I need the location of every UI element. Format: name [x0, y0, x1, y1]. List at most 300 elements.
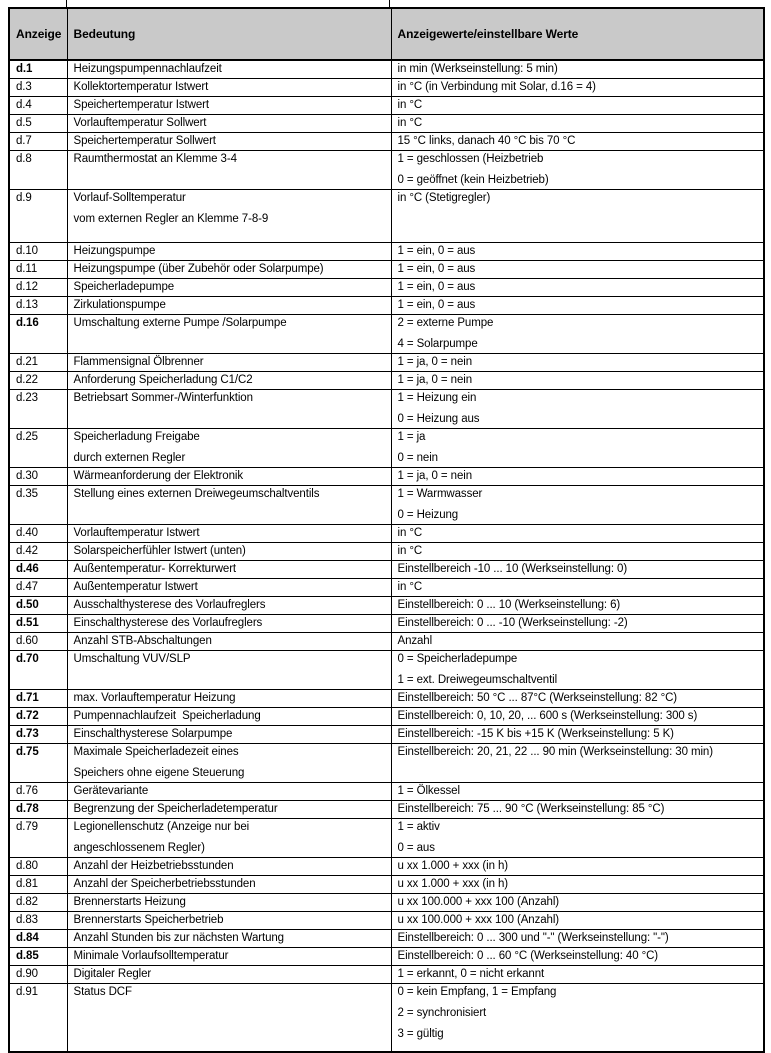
bedeutung-cell — [67, 279, 391, 297]
bedeutung-text: Anzahl STB-Abschaltungen — [73, 635, 212, 647]
werte-cell — [391, 468, 764, 486]
werte-cell — [391, 315, 764, 354]
bedeutung-cell — [67, 966, 391, 984]
table-row — [9, 486, 764, 525]
werte-text: 1 = ja, 0 = nein — [397, 374, 472, 386]
werte-cell — [391, 984, 764, 1053]
werte-cell — [391, 133, 764, 151]
werte-cell — [391, 894, 764, 912]
werte-cell — [391, 708, 764, 726]
bedeutung-text: Außentemperatur- Korrekturwert — [73, 563, 237, 575]
werte-cell — [391, 912, 764, 930]
bedeutung-text: Digitaler Regler — [73, 968, 152, 980]
werte-cell — [391, 151, 764, 190]
code-text: d.75 — [16, 746, 39, 758]
bedeutung-cell — [67, 579, 391, 597]
bedeutung-text: Ausschalthysterese des Vorlaufreglers — [73, 599, 266, 611]
bedeutung-text: Umschaltung VUV/SLP — [73, 653, 191, 665]
code-text: d.3 — [16, 81, 32, 93]
code-text: d.12 — [16, 281, 38, 293]
table-row — [9, 133, 764, 151]
bedeutung-cell — [67, 690, 391, 708]
bedeutung-text: Zirkulationspumpe — [73, 299, 166, 311]
werte-cell — [391, 115, 764, 133]
table-row — [9, 744, 764, 783]
table-row — [9, 297, 764, 315]
werte-text: Einstellbereich: 0 ... 10 (Werkseinstellung: 6) — [397, 599, 621, 611]
table-row — [9, 726, 764, 744]
bedeutung-cell — [67, 429, 391, 468]
code-cell — [9, 79, 67, 97]
bedeutung-text: Außentemperatur Istwert — [73, 581, 198, 593]
code-text: d.35 — [16, 488, 38, 500]
bedeutung-cell — [67, 486, 391, 525]
werte-cell — [391, 858, 764, 876]
code-text: d.82 — [16, 896, 38, 908]
werte-cell — [391, 97, 764, 115]
werte-text: 1 = ja, 0 = nein — [397, 356, 472, 368]
werte-text: 15 °C links, danach 40 °C bis 70 °C — [397, 135, 576, 147]
code-cell — [9, 633, 67, 651]
code-text: d.70 — [16, 653, 39, 665]
code-text: d.16 — [16, 317, 39, 329]
werte-cell — [391, 690, 764, 708]
code-cell — [9, 690, 67, 708]
code-cell — [9, 525, 67, 543]
table-row — [9, 429, 764, 468]
bedeutung-cell — [67, 468, 391, 486]
table-row — [9, 801, 764, 819]
code-text: d.79 — [16, 821, 38, 833]
werte-cell — [391, 243, 764, 261]
bedeutung-text: Speichers ohne eigene Steuerung — [73, 767, 245, 779]
code-cell — [9, 819, 67, 858]
werte-text: Einstellbereich: 75 ... 90 °C (Werkseinstellung: 85 °C) — [397, 803, 665, 815]
code-text: d.46 — [16, 563, 39, 575]
bedeutung-text: Einschalthysterese Solarpumpe — [73, 728, 233, 740]
code-text: d.23 — [16, 392, 38, 404]
code-cell — [9, 115, 67, 133]
code-text: d.5 — [16, 117, 32, 129]
werte-text: in min (Werkseinstellung: 5 min) — [397, 63, 558, 75]
werte-text: 1 = Heizung ein — [397, 392, 477, 404]
bedeutung-cell — [67, 930, 391, 948]
werte-text: in °C — [397, 581, 423, 593]
code-cell — [9, 297, 67, 315]
bedeutung-text: angeschlossenem Regler) — [73, 842, 205, 854]
bedeutung-cell — [67, 190, 391, 243]
werte-cell — [391, 651, 764, 690]
table-row — [9, 79, 764, 97]
code-cell — [9, 858, 67, 876]
werte-cell — [391, 354, 764, 372]
werte-text: 2 = synchronisiert — [397, 1007, 487, 1019]
code-text: d.11 — [16, 263, 38, 275]
table-row — [9, 315, 764, 354]
bedeutung-text: Stellung eines externen Dreiwegeumschaltventils — [73, 488, 320, 500]
werte-cell — [391, 948, 764, 966]
code-text: d.22 — [16, 374, 38, 386]
code-text: d.7 — [16, 135, 32, 147]
code-text: d.91 — [16, 986, 38, 998]
table-row — [9, 372, 764, 390]
werte-text: Einstellbereich -10 ... 10 (Werkseinstellung: 0) — [397, 563, 628, 575]
bedeutung-text: durch externen Regler — [73, 452, 186, 464]
code-text: d.83 — [16, 914, 38, 926]
code-cell — [9, 151, 67, 190]
werte-cell — [391, 744, 764, 783]
bedeutung-text: Heizungspumpe (über Zubehör oder Solarpumpe) — [73, 263, 324, 275]
bedeutung-text: Anzahl der Heizbetriebsstunden — [73, 860, 234, 872]
bedeutung-text: vom externen Regler an Klemme 7-8-9 — [73, 213, 269, 225]
table-row — [9, 97, 764, 115]
code-text: d.84 — [16, 932, 39, 944]
table-row — [9, 966, 764, 984]
bedeutung-cell — [67, 79, 391, 97]
code-text: d.21 — [16, 356, 38, 368]
code-cell — [9, 315, 67, 354]
code-cell — [9, 744, 67, 783]
werte-cell — [391, 261, 764, 279]
werte-cell — [391, 190, 764, 243]
code-cell — [9, 930, 67, 948]
bedeutung-text: Begrenzung der Speicherladetemperatur — [73, 803, 278, 815]
table-row — [9, 651, 764, 690]
werte-text: Anzahl — [397, 635, 433, 647]
werte-cell — [391, 525, 764, 543]
code-text: d.25 — [16, 431, 38, 443]
werte-text: 1 = ein, 0 = aus — [397, 263, 476, 275]
werte-text: 1 = aktiv — [397, 821, 440, 833]
bedeutung-text: Raumthermostat an Klemme 3-4 — [73, 153, 237, 165]
code-text: d.47 — [16, 581, 38, 593]
table-row — [9, 579, 764, 597]
column-header-anzeige: Anzeige — [9, 8, 67, 60]
diagnostic-codes-table — [8, 7, 765, 1053]
bedeutung-text: Solarspeicherfühler Istwert (unten) — [73, 545, 246, 557]
bedeutung-cell — [67, 894, 391, 912]
werte-cell — [391, 579, 764, 597]
table-row — [9, 468, 764, 486]
bedeutung-cell — [67, 651, 391, 690]
werte-cell — [391, 783, 764, 801]
bedeutung-text: max. Vorlauftemperatur Heizung — [73, 692, 236, 704]
table-header — [9, 8, 764, 60]
bedeutung-text: Speicherladepumpe — [73, 281, 175, 293]
code-text: d.60 — [16, 635, 38, 647]
bedeutung-text: Speichertemperatur Istwert — [73, 99, 209, 111]
bedeutung-cell — [67, 561, 391, 579]
werte-cell — [391, 615, 764, 633]
bedeutung-cell — [67, 243, 391, 261]
table-row — [9, 948, 764, 966]
code-cell — [9, 708, 67, 726]
bedeutung-text: Vorlauftemperatur Sollwert — [73, 117, 207, 129]
code-cell — [9, 966, 67, 984]
table-row — [9, 894, 764, 912]
table-row — [9, 190, 764, 243]
code-text: d.73 — [16, 728, 39, 740]
table-row — [9, 561, 764, 579]
code-text: d.71 — [16, 692, 39, 704]
werte-text: 0 = Heizung — [397, 509, 459, 521]
table-row — [9, 597, 764, 615]
werte-text: in °C — [397, 99, 423, 111]
werte-text: 1 = ja — [397, 431, 426, 443]
code-text: d.4 — [16, 99, 32, 111]
table-row — [9, 115, 764, 133]
werte-text: 3 = gültig — [397, 1028, 444, 1040]
table-row — [9, 151, 764, 190]
bedeutung-cell — [67, 597, 391, 615]
code-text: d.40 — [16, 527, 38, 539]
werte-text: 0 = Speicherladepumpe — [397, 653, 518, 665]
bedeutung-text: Einschalthysterese des Vorlaufreglers — [73, 617, 263, 629]
bedeutung-text: Gerätevariante — [73, 785, 149, 797]
column-header-bedeutung: Bedeutung — [67, 8, 391, 60]
werte-text: in °C (in Verbindung mit Solar, d.16 = 4) — [397, 81, 596, 93]
bedeutung-text: Wärmeanforderung der Elektronik — [73, 470, 243, 482]
code-cell — [9, 486, 67, 525]
table-row — [9, 783, 764, 801]
werte-text: u xx 1.000 + xxx (in h) — [397, 860, 509, 872]
werte-cell — [391, 372, 764, 390]
table-row — [9, 615, 764, 633]
code-cell — [9, 543, 67, 561]
code-cell — [9, 984, 67, 1053]
code-cell — [9, 468, 67, 486]
code-text: d.50 — [16, 599, 39, 611]
bedeutung-text: Minimale Vorlaufsolltemperatur — [73, 950, 229, 962]
bedeutung-text: Brennerstarts Heizung — [73, 896, 186, 908]
code-text: d.76 — [16, 785, 38, 797]
code-cell — [9, 133, 67, 151]
table-row — [9, 525, 764, 543]
werte-text: Einstellbereich: 0 ... -10 (Werkseinstellung: -2) — [397, 617, 628, 629]
werte-text: u xx 100.000 + xxx 100 (Anzahl) — [397, 914, 560, 926]
werte-cell — [391, 543, 764, 561]
code-cell — [9, 783, 67, 801]
werte-text: 1 = ext. Dreiwegeumschaltventil — [397, 674, 558, 686]
table-row — [9, 930, 764, 948]
werte-cell — [391, 561, 764, 579]
code-cell — [9, 579, 67, 597]
code-text: d.8 — [16, 153, 32, 165]
werte-text: 1 = geschlossen (Heizbetrieb — [397, 153, 544, 165]
bedeutung-cell — [67, 390, 391, 429]
code-text: d.81 — [16, 878, 38, 890]
table-row — [9, 819, 764, 858]
header-row — [9, 8, 764, 60]
bedeutung-cell — [67, 633, 391, 651]
bedeutung-text: Maximale Speicherladezeit eines — [73, 746, 239, 758]
bedeutung-cell — [67, 615, 391, 633]
code-cell — [9, 651, 67, 690]
bedeutung-cell — [67, 876, 391, 894]
werte-text: 1 = Warmwasser — [397, 488, 483, 500]
code-text: d.30 — [16, 470, 38, 482]
table-body — [9, 60, 764, 1052]
code-cell — [9, 597, 67, 615]
werte-text: in °C (Stetigregler) — [397, 192, 491, 204]
bedeutung-cell — [67, 133, 391, 151]
werte-text: Einstellbereich: 0 ... 60 °C (Werkseinstellung: 40 °C) — [397, 950, 659, 962]
bedeutung-cell — [67, 97, 391, 115]
code-text: d.1 — [16, 63, 33, 75]
werte-text: 1 = erkannt, 0 = nicht erkannt — [397, 968, 545, 980]
werte-cell — [391, 60, 764, 79]
code-text: d.42 — [16, 545, 38, 557]
code-cell — [9, 279, 67, 297]
bedeutung-cell — [67, 912, 391, 930]
bedeutung-cell — [67, 819, 391, 858]
bedeutung-cell — [67, 297, 391, 315]
werte-text: 1 = Ölkessel — [397, 785, 460, 797]
werte-cell — [391, 726, 764, 744]
werte-text: 1 = ein, 0 = aus — [397, 299, 476, 311]
bedeutung-text: Vorlauf-Solltemperatur — [73, 192, 186, 204]
bedeutung-text: Flammensignal Ölbrenner — [73, 356, 204, 368]
code-cell — [9, 801, 67, 819]
code-cell — [9, 372, 67, 390]
bedeutung-cell — [67, 801, 391, 819]
werte-text: u xx 100.000 + xxx 100 (Anzahl) — [397, 896, 560, 908]
table-row — [9, 243, 764, 261]
code-cell — [9, 894, 67, 912]
code-cell — [9, 243, 67, 261]
code-cell — [9, 261, 67, 279]
werte-text: Einstellbereich: 0 ... 300 und "-" (Werkseinstellung: "-") — [397, 932, 669, 944]
code-text: d.72 — [16, 710, 39, 722]
werte-text: in °C — [397, 545, 423, 557]
bedeutung-cell — [67, 115, 391, 133]
table-row — [9, 390, 764, 429]
werte-text: 1 = ein, 0 = aus — [397, 245, 476, 257]
table-row — [9, 984, 764, 1053]
code-cell — [9, 190, 67, 243]
code-cell — [9, 912, 67, 930]
code-cell — [9, 390, 67, 429]
bedeutung-text: Anzahl Stunden bis zur nächsten Wartung — [73, 932, 284, 944]
werte-cell — [391, 486, 764, 525]
code-text: d.10 — [16, 245, 38, 257]
bedeutung-cell — [67, 261, 391, 279]
bedeutung-cell — [67, 708, 391, 726]
bedeutung-cell — [67, 726, 391, 744]
werte-text: in °C — [397, 527, 423, 539]
werte-cell — [391, 930, 764, 948]
werte-text: Einstellbereich: -15 K bis +15 K (Werkseinstellung: 5 K) — [397, 728, 674, 740]
werte-text: u xx 1.000 + xxx (in h) — [397, 878, 509, 890]
code-cell — [9, 948, 67, 966]
code-cell — [9, 429, 67, 468]
werte-text: 2 = externe Pumpe — [397, 317, 494, 329]
bedeutung-text: Heizungspumpe — [73, 245, 156, 257]
werte-text: 4 = Solarpumpe — [397, 338, 478, 350]
code-cell — [9, 354, 67, 372]
werte-text: 1 = ja, 0 = nein — [397, 470, 472, 482]
table-row — [9, 858, 764, 876]
code-text: d.78 — [16, 803, 39, 815]
code-cell — [9, 615, 67, 633]
table-row — [9, 633, 764, 651]
table-row — [9, 708, 764, 726]
table-row — [9, 543, 764, 561]
table-row — [9, 279, 764, 297]
werte-text: Einstellbereich: 50 °C ... 87°C (Werkseinstellung: 82 °C) — [397, 692, 678, 704]
bedeutung-cell — [67, 984, 391, 1053]
werte-cell — [391, 279, 764, 297]
table-row — [9, 60, 764, 79]
bedeutung-text: Legionellenschutz (Anzeige nur bei — [73, 821, 250, 833]
werte-text: 0 = geöffnet (kein Heizbetrieb) — [397, 174, 549, 186]
code-text: d.13 — [16, 299, 38, 311]
bedeutung-text: Anzahl der Speicherbetriebsstunden — [73, 878, 256, 890]
code-cell — [9, 876, 67, 894]
werte-text: 1 = ein, 0 = aus — [397, 281, 476, 293]
bedeutung-cell — [67, 315, 391, 354]
bedeutung-text: Status DCF — [73, 986, 132, 998]
bedeutung-cell — [67, 60, 391, 79]
table-row — [9, 912, 764, 930]
bedeutung-cell — [67, 543, 391, 561]
bedeutung-cell — [67, 525, 391, 543]
table-row — [9, 354, 764, 372]
werte-text: 0 = nein — [397, 452, 438, 464]
code-text: d.80 — [16, 860, 38, 872]
code-text: d.90 — [16, 968, 38, 980]
bedeutung-cell — [67, 354, 391, 372]
code-cell — [9, 60, 67, 79]
bedeutung-cell — [67, 948, 391, 966]
werte-cell — [391, 876, 764, 894]
bedeutung-text: Speicherladung Freigabe — [73, 431, 200, 443]
bedeutung-text: Umschaltung externe Pumpe /Solarpumpe — [73, 317, 287, 329]
werte-cell — [391, 966, 764, 984]
table-row — [9, 876, 764, 894]
werte-text: 0 = aus — [397, 842, 435, 854]
werte-cell — [391, 633, 764, 651]
werte-cell — [391, 79, 764, 97]
werte-cell — [391, 801, 764, 819]
werte-text: 0 = kein Empfang, 1 = Empfang — [397, 986, 557, 998]
bedeutung-text: Kollektortemperatur Istwert — [73, 81, 209, 93]
bedeutung-text: Vorlauftemperatur Istwert — [73, 527, 200, 539]
code-cell — [9, 97, 67, 115]
werte-cell — [391, 390, 764, 429]
table-row — [9, 261, 764, 279]
bedeutung-text: Betriebsart Sommer-/Winterfunktion — [73, 392, 253, 404]
code-text: d.9 — [16, 192, 32, 204]
werte-text: Einstellbereich: 0, 10, 20, ... 600 s (Werkseinstellung: 300 s) — [397, 710, 698, 722]
werte-text: 0 = Heizung aus — [397, 413, 480, 425]
code-cell — [9, 561, 67, 579]
werte-cell — [391, 297, 764, 315]
code-cell — [9, 726, 67, 744]
werte-text: in °C — [397, 117, 423, 129]
werte-text: Einstellbereich: 20, 21, 22 ... 90 min (Werkseinstellung: 30 min) — [397, 746, 713, 758]
bedeutung-text: Heizungspumpennachlaufzeit — [73, 63, 222, 75]
werte-cell — [391, 819, 764, 858]
werte-cell — [391, 429, 764, 468]
code-text: d.51 — [16, 617, 39, 629]
column-header-werte: Anzeigewerte/einstellbare Werte — [391, 8, 764, 60]
bedeutung-cell — [67, 783, 391, 801]
bedeutung-cell — [67, 858, 391, 876]
werte-cell — [391, 597, 764, 615]
code-text: d.85 — [16, 950, 39, 962]
bedeutung-cell — [67, 151, 391, 190]
